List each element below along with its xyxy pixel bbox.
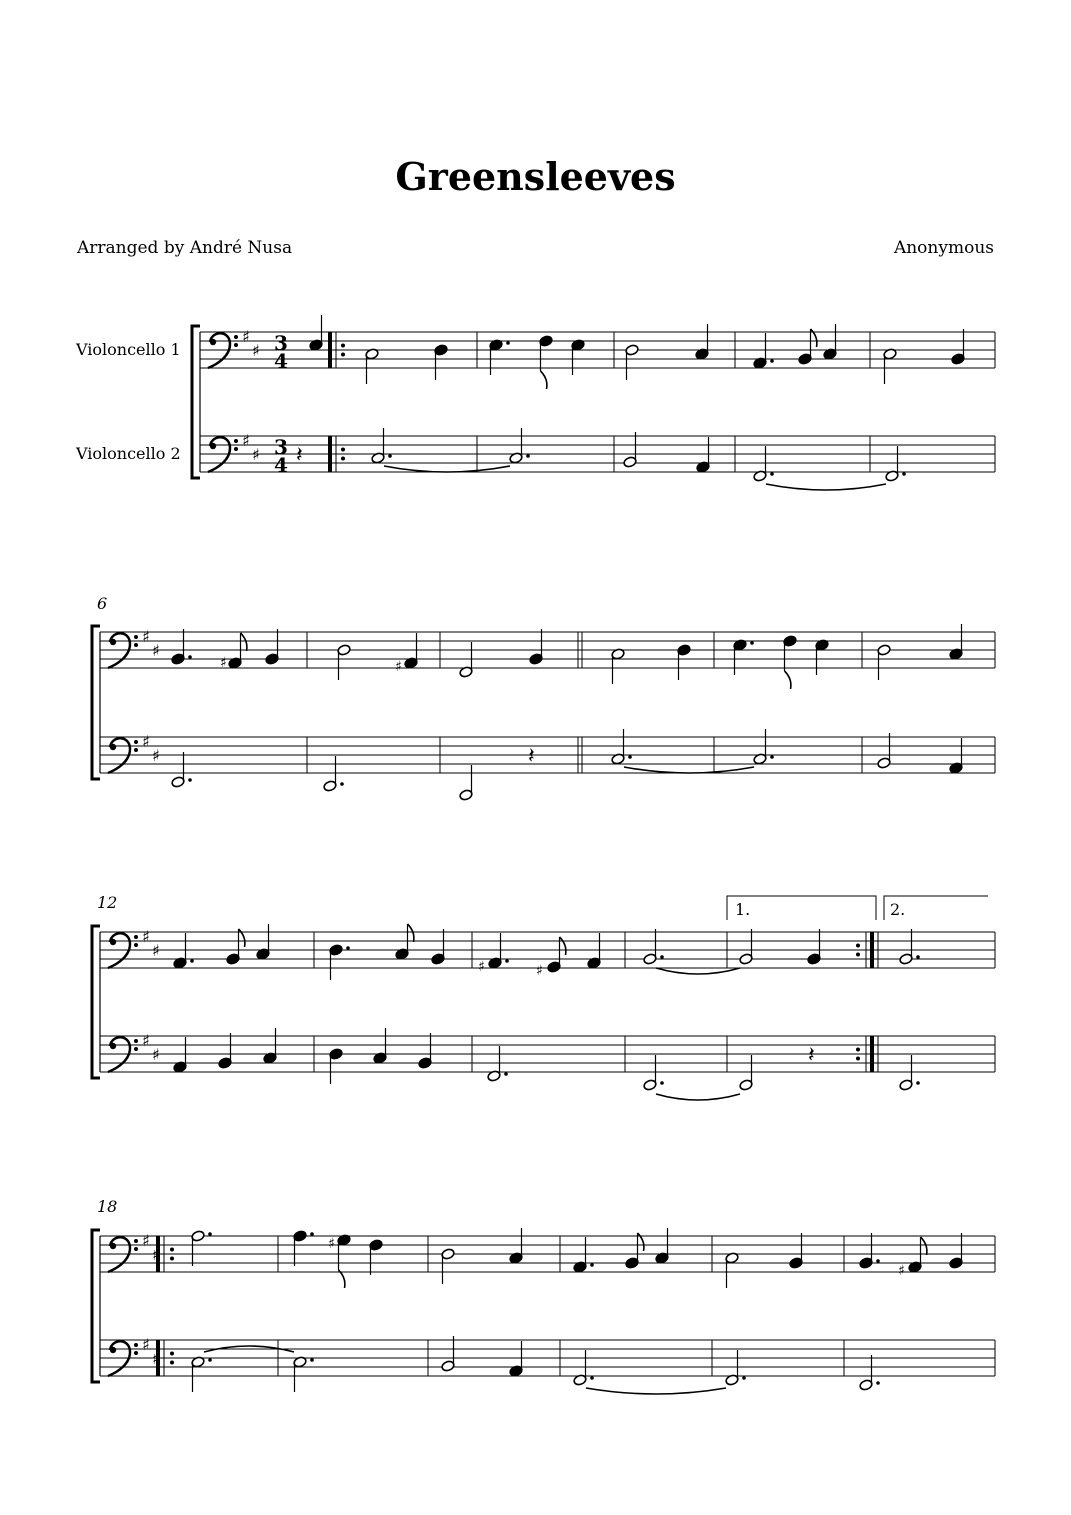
repeat-dot [341, 353, 345, 357]
bass-clef-dot-icon [234, 343, 238, 347]
accidental-sharp: ♯ [536, 963, 543, 979]
augmentation-dot [190, 959, 194, 963]
volta-1-bracket [727, 896, 876, 920]
note-flag [785, 671, 791, 689]
augmentation-dot [388, 454, 392, 458]
bass-clef-icon [108, 1237, 130, 1272]
quarter-rest-icon: 𝄽 [528, 744, 535, 769]
measure-number-18: 18 [97, 1197, 118, 1216]
sharp-f-icon: ♯ [142, 1335, 150, 1354]
quarter-rest-icon: 𝄽 [296, 443, 303, 468]
bass-clef-dot-icon [210, 443, 216, 449]
augmentation-dot [504, 1072, 508, 1076]
augmentation-dot [916, 955, 920, 959]
augmentation-dot [876, 1259, 880, 1263]
repeat-dot [856, 1048, 860, 1052]
time-sig-bottom: 4 [274, 453, 288, 477]
bass-clef-dot-icon [134, 635, 138, 639]
bass-clef-dot-icon [134, 1047, 138, 1051]
repeat-dot [856, 953, 860, 957]
accidental-sharp: ♯ [478, 959, 485, 975]
system-bracket [92, 1230, 100, 1382]
augmentation-dot [876, 1381, 880, 1385]
note-flag [339, 1270, 345, 1288]
note-flag [921, 1237, 927, 1255]
augmentation-dot [208, 1232, 212, 1236]
bass-clef-dot-icon [110, 1347, 116, 1353]
accidental-sharp: ♯ [220, 655, 227, 671]
note-flag [541, 371, 547, 389]
repeat-dot [170, 1352, 174, 1356]
sharp-c-icon: ♯ [152, 1349, 160, 1368]
sharp-f-icon: ♯ [142, 927, 150, 946]
augmentation-dot [188, 655, 192, 659]
bass-clef-dot-icon [234, 335, 238, 339]
bass-clef-dot-icon [110, 744, 116, 750]
augmentation-dot [346, 946, 350, 950]
tie [384, 466, 510, 472]
volta-1-label: 1. [735, 900, 751, 919]
sharp-f-icon: ♯ [142, 732, 150, 751]
augmentation-dot [742, 1376, 746, 1380]
instrument-label-cello-1: Violoncello 1 [76, 340, 181, 359]
time-sig-top: 3 [274, 331, 288, 355]
repeat-dot [341, 457, 345, 461]
sharp-c-icon: ♯ [152, 1245, 160, 1264]
accidental-sharp: ♯ [328, 1236, 335, 1252]
bass-clef-dot-icon [134, 740, 138, 744]
system-bracket [92, 626, 100, 779]
note-flag [560, 937, 566, 955]
bass-clef-dot-icon [110, 939, 116, 945]
bass-clef-icon [108, 738, 130, 773]
augmentation-dot [660, 955, 664, 959]
bass-clef-dot-icon [134, 1351, 138, 1355]
sharp-c-icon: ♯ [152, 641, 160, 660]
volta-2-bracket [884, 896, 988, 920]
sharp-f-icon: ♯ [242, 327, 250, 346]
augmentation-dot [340, 782, 344, 786]
repeat-dot [170, 1248, 174, 1252]
bass-clef-dot-icon [210, 339, 216, 345]
augmentation-dot [770, 359, 774, 363]
bass-clef-icon [108, 633, 130, 668]
bass-clef-icon [208, 437, 230, 472]
augmentation-dot [770, 472, 774, 476]
accidental-sharp: ♯ [395, 659, 402, 675]
bass-clef-dot-icon [134, 1343, 138, 1347]
augmentation-dot [310, 1232, 314, 1236]
augmentation-dot [310, 1358, 314, 1362]
bass-clef-icon [208, 333, 230, 368]
bass-clef-icon [108, 1341, 130, 1376]
tie [656, 968, 740, 974]
note-flag [408, 924, 414, 942]
augmentation-dot [188, 778, 192, 782]
bass-clef-dot-icon [234, 447, 238, 451]
tie [586, 1388, 726, 1394]
quarter-rest-icon: 𝄽 [808, 1043, 815, 1068]
bass-clef-icon [108, 1037, 130, 1072]
repeat-dot [856, 944, 860, 948]
sharp-f-icon: ♯ [142, 627, 150, 646]
bass-clef-dot-icon [110, 1043, 116, 1049]
repeat-dot [170, 1257, 174, 1261]
bass-clef-dot-icon [134, 643, 138, 647]
augmentation-dot [916, 1081, 920, 1085]
tie [656, 1094, 740, 1100]
sharp-f-icon: ♯ [142, 1031, 150, 1050]
augmentation-dot [590, 1263, 594, 1267]
bass-clef-icon [108, 933, 130, 968]
sharp-c-icon: ♯ [252, 445, 260, 464]
accidental-sharp: ♯ [898, 1263, 905, 1279]
arranger-credit: Arranged by André Nusa [77, 238, 293, 258]
note-flag [241, 633, 247, 651]
bass-clef-dot-icon [134, 1247, 138, 1251]
augmentation-dot [590, 1376, 594, 1380]
repeat-dot [170, 1361, 174, 1365]
bass-clef-dot-icon [134, 1039, 138, 1043]
repeat-dot [341, 448, 345, 452]
composer-credit: Anonymous [893, 238, 994, 258]
time-sig-top: 3 [274, 435, 288, 459]
measure-number-6: 6 [97, 594, 108, 613]
score-title: Greensleeves [395, 154, 676, 199]
sharp-c-icon: ♯ [152, 1045, 160, 1064]
sharp-f-icon: ♯ [242, 431, 250, 450]
repeat-dot [341, 344, 345, 348]
bass-clef-dot-icon [134, 748, 138, 752]
bass-clef-dot-icon [134, 1239, 138, 1243]
bass-clef-dot-icon [134, 943, 138, 947]
tie [624, 767, 754, 773]
sharp-f-icon: ♯ [142, 1231, 150, 1250]
augmentation-dot [750, 641, 754, 645]
augmentation-dot [506, 341, 510, 345]
bass-clef-dot-icon [234, 439, 238, 443]
volta-2-label: 2. [890, 900, 906, 919]
augmentation-dot [628, 755, 632, 759]
augmentation-dot [770, 755, 774, 759]
augmentation-dot [505, 959, 509, 963]
instrument-label-cello-2: Violoncello 2 [76, 444, 181, 463]
measure-number-12: 12 [97, 893, 118, 912]
tie [766, 484, 886, 490]
system-bracket [92, 926, 100, 1078]
augmentation-dot [902, 472, 906, 476]
repeat-dot [856, 1057, 860, 1061]
bass-clef-dot-icon [134, 935, 138, 939]
bass-clef-dot-icon [110, 639, 116, 645]
sharp-c-icon: ♯ [152, 941, 160, 960]
bass-clef-dot-icon [110, 1243, 116, 1249]
sharp-c-icon: ♯ [252, 341, 260, 360]
augmentation-dot [660, 1081, 664, 1085]
sharp-c-icon: ♯ [152, 746, 160, 765]
system-bracket [192, 326, 200, 478]
augmentation-dot [208, 1358, 212, 1362]
augmentation-dot [526, 454, 530, 458]
time-sig-bottom: 4 [274, 349, 288, 373]
